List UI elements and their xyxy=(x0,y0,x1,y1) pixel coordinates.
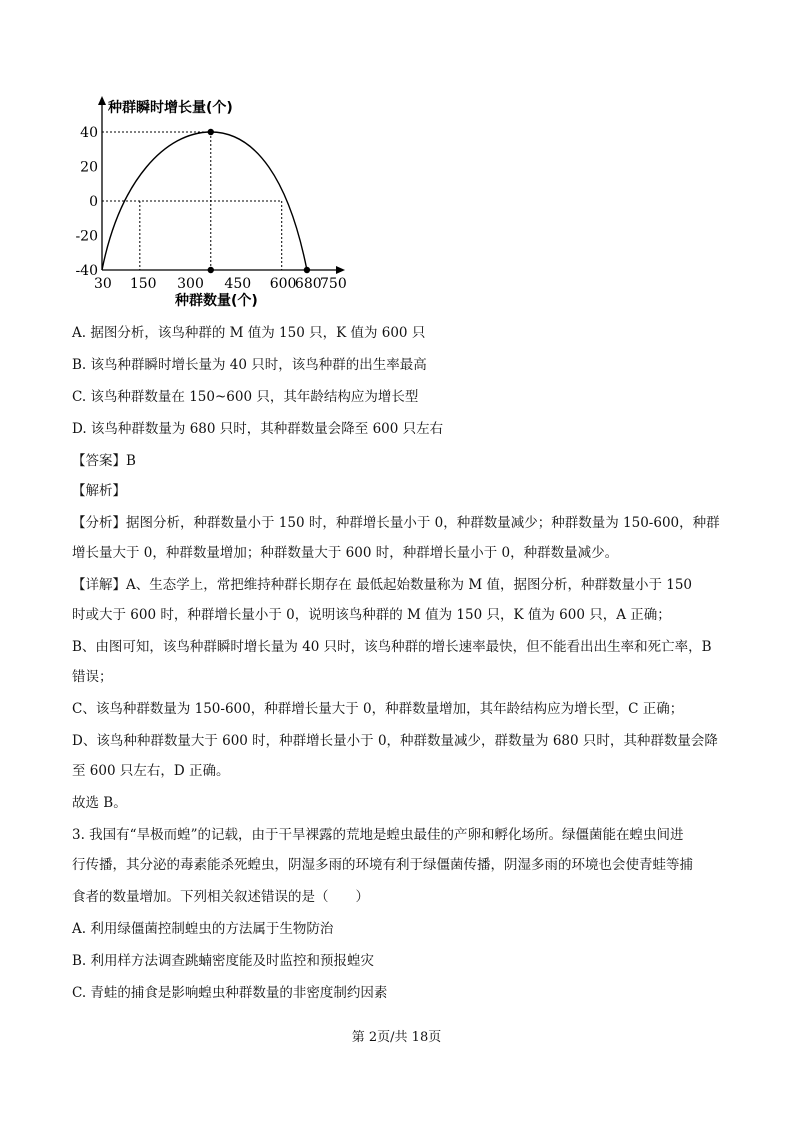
text-line: 故选 B。 xyxy=(72,795,127,811)
text-line: 错误； xyxy=(72,669,113,685)
text-line: 至 600 只左右，D 正确。 xyxy=(72,763,230,779)
x-tick-label: 150 xyxy=(129,276,157,292)
text-line: D、该鸟种种群数量大于 600 时，种群增长量小于 0，种群数量减少，群数量为 680 只时，其种群数量会降 xyxy=(72,733,718,749)
y-tick-label: -40 xyxy=(75,263,98,279)
text-line: C、该鸟种群数量为 150-600，种群增长量大于 0，种群数量增加，其年龄结构应为增长型，C 正确； xyxy=(72,701,684,717)
text-line: B. 该鸟种群瞬时增长量为 40 只时，该鸟种群的出生率最高 xyxy=(72,357,427,373)
data-point xyxy=(208,267,214,273)
data-point xyxy=(304,267,310,273)
text-line: 时或大于 600 时，种群增长量小于 0，说明该鸟种群的 M 值为 150 只，K 值为 600 只，A 正确； xyxy=(72,607,671,623)
growth-curve xyxy=(102,132,307,270)
x-axis-label: 种群数量(个) xyxy=(175,293,258,309)
text-line: 行传播，其分泌的毒素能杀死蝗虫，阴湿多雨的环境有利于绿僵菌传播，阴湿多雨的环境也会使青蛙等捕 xyxy=(72,857,693,873)
text-line: 增长量大于 0，种群数量增加；种群数量大于 600 时，种群增长量小于 0，种群数量减少。 xyxy=(72,545,619,561)
x-tick-label: 300 xyxy=(177,276,204,292)
text-line: 【解析】 xyxy=(72,483,126,499)
x-tick-label: 750 xyxy=(320,276,347,292)
page-footer: 第 2页/共 18页 xyxy=(351,1030,442,1045)
x-tick-label: 450 xyxy=(224,276,252,292)
text-line: 食者的数量增加。下列相关叙述错误的是（ ） xyxy=(72,889,369,905)
y-axis-label: 种群瞬时增长量(个) xyxy=(108,100,233,116)
text-line: 【答案】B xyxy=(72,453,136,469)
text-line: D. 该鸟种群数量为 680 只时，其种群数量会降至 600 只左右 xyxy=(72,421,444,437)
y-axis-arrow-icon xyxy=(98,96,106,105)
text-line: B. 利用样方法调查跳蝻密度能及时监控和预报蝗灾 xyxy=(72,953,375,969)
text-line: A. 据图分析，该鸟种群的 M 值为 150 只，K 值为 600 只 xyxy=(72,325,426,341)
x-tick-label: 600 xyxy=(269,276,297,292)
data-point xyxy=(208,129,214,135)
x-axis-arrow-icon xyxy=(336,266,345,274)
x-tick-label: 680 xyxy=(294,276,322,292)
text-line: A. 利用绿僵菌控制蝗虫的方法属于生物防治 xyxy=(72,921,334,937)
y-tick-label: 0 xyxy=(89,194,98,210)
y-tick-label: -20 xyxy=(75,228,98,245)
y-tick-label: 40 xyxy=(80,125,98,141)
text-line: C. 该鸟种群数量在 150~600 只，其年龄结构应为增长型 xyxy=(72,389,419,405)
reference-lines xyxy=(102,132,282,270)
text-line: 【分析】据图分析，种群数量小于 150 时，种群增长量小于 0，种群数量减少；种群数量为 150-600，种群 xyxy=(72,515,720,531)
population-growth-chart xyxy=(75,88,360,320)
text-line: B、由图可知，该鸟种群瞬时增长量为 40 只时，该鸟种群的增长速率最快，但不能看出出生率和死亡率，B xyxy=(72,639,712,655)
axes xyxy=(98,96,345,274)
series-layer xyxy=(102,132,307,270)
text-line: 【详解】A、生态学上，常把维持种群长期存在 最低起始数量称为 M 值，据图分析，种群数量小于 150 xyxy=(72,577,693,593)
x-tick-label: 30 xyxy=(94,276,112,292)
text-line: C. 青蛙的捕食是影响蝗虫种群数量的非密度制约因素 xyxy=(72,985,388,1001)
y-tick-label: 20 xyxy=(80,159,98,176)
text-line: 3. 我国有“旱极而蝗”的记载，由于干旱裸露的荒地是蝗虫最佳的产卵和孵化场所。绿僵菌能在蝗虫间进 xyxy=(72,827,684,843)
